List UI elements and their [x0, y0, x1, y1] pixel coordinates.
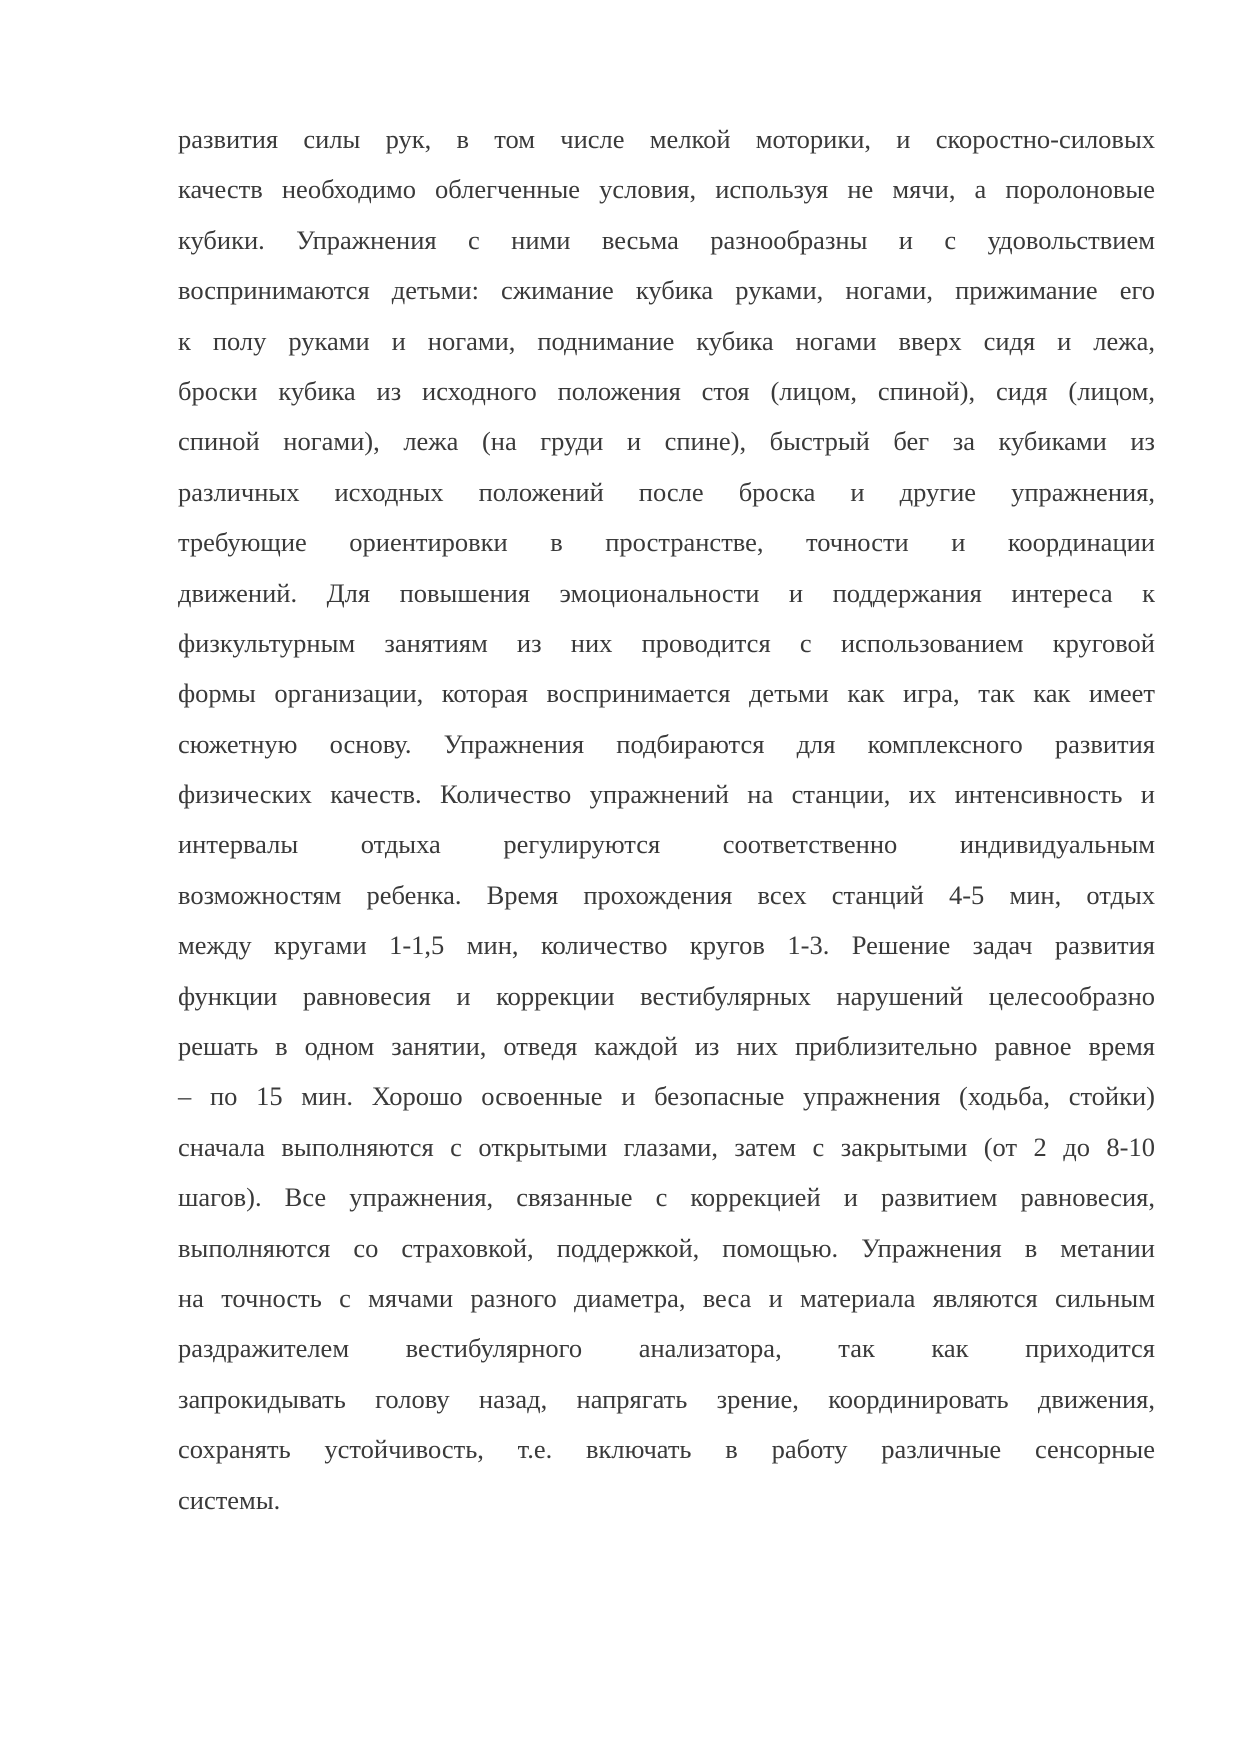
text-line: к полу руками и ногами, поднимание кубика ногами вверх сидя и лежа, [178, 325, 1155, 356]
text-line: интервалы отдыха регулируются соответственно индивидуальным [178, 829, 1155, 860]
text-line: воспринимаются детьми: сжимание кубика руками, ногами, прижимание его [178, 275, 1155, 306]
text-line: шагов). Все упражнения, связанные с коррекцией и развитием равновесия, [178, 1182, 1155, 1213]
text-line: сохранять устойчивость, т.е. включать в работу различные сенсорные [178, 1434, 1155, 1465]
text-line: возможностям ребенка. Время прохождения всех станций 4-5 мин, отдых [178, 879, 1155, 910]
text-line: качеств необходимо облегченные условия, используя не мячи, а поролоновые [178, 174, 1155, 205]
text-line: броски кубика из исходного положения стоя (лицом, спиной), сидя (лицом, [178, 375, 1155, 406]
text-line: раздражителем вестибулярного анализатора, так как приходится [178, 1333, 1155, 1364]
text-line: запрокидывать голову назад, напрягать зрение, координировать движения, [178, 1383, 1155, 1414]
text-line: развития силы рук, в том числе мелкой моторики, и скоростно-силовых [178, 124, 1155, 154]
text-line: между кругами 1-1,5 мин, количество кругов 1-3. Решение задач развития [178, 930, 1155, 961]
text-line: сюжетную основу. Упражнения подбираются для комплексного развития [178, 728, 1155, 759]
text-line: решать в одном занятии, отведя каждой из них приблизительно равное время [178, 1031, 1155, 1062]
text-line: – по 15 мин. Хорошо освоенные и безопасные упражнения (ходьба, стойки) [178, 1081, 1155, 1112]
text-line: различных исходных положений после броска и другие упражнения, [178, 476, 1155, 507]
text-line: формы организации, которая воспринимается детьми как игра, так как имеет [178, 678, 1155, 709]
text-line: физкультурным занятиям из них проводится с использованием круговой [178, 627, 1155, 658]
text-line: выполняются со страховкой, поддержкой, помощью. Упражнения в метании [178, 1232, 1155, 1263]
text-line: физических качеств. Количество упражнений на станции, их интенсивность и [178, 779, 1155, 810]
text-line: функции равновесия и коррекции вестибулярных нарушений целесообразно [178, 980, 1155, 1011]
text-line: кубики. Упражнения с ними весьма разнообразны и с удовольствием [178, 224, 1155, 255]
text-line: системы. [178, 1484, 281, 1515]
text-line: спиной ногами), лежа (на груди и спине), быстрый бег за кубиками из [178, 426, 1155, 457]
text-line: на точность с мячами разного диаметра, веса и материала являются сильным [178, 1282, 1155, 1313]
body-paragraph [178, 114, 1155, 1525]
text-line: движений. Для повышения эмоциональности и поддержания интереса к [178, 577, 1155, 608]
text-line: сначала выполняются с открытыми глазами, затем с закрытыми (от 2 до 8-10 [178, 1131, 1155, 1162]
text-line: требующие ориентировки в пространстве, точности и координации [178, 527, 1155, 558]
